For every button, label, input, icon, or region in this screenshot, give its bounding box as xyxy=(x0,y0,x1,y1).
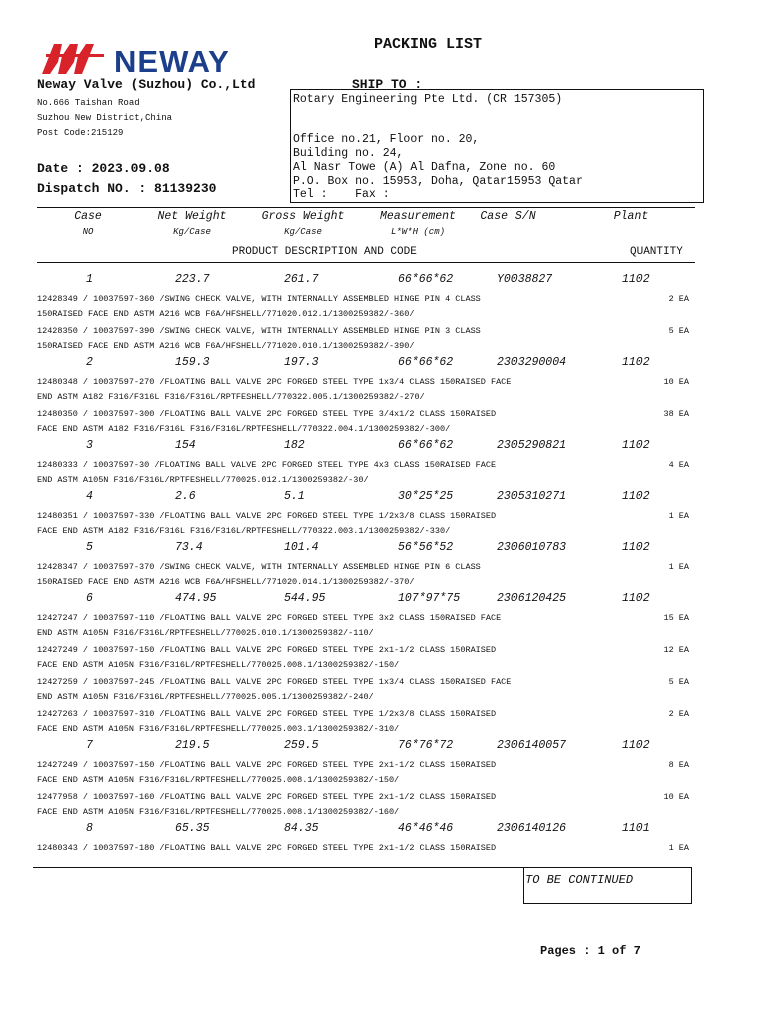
sender-company: Neway Valve (Suzhou) Co.,Ltd xyxy=(37,77,256,92)
item-description: 150RAISED FACE END ASTM A216 WCB F6A/HFSHELL/771020.012.1/1300259382/-360/ xyxy=(37,309,415,319)
col-header-measurement: Measurement xyxy=(380,210,456,223)
neway-logo-mark xyxy=(40,40,110,76)
line-item xyxy=(37,841,697,856)
measurement: 76*76*72 xyxy=(398,739,454,752)
ship-to-line: Rotary Engineering Pte Ltd. (CR 157305) xyxy=(293,93,563,106)
measurement: 56*56*52 xyxy=(398,541,454,554)
case-row xyxy=(0,273,768,287)
ship-to-contact: Tel : Fax : xyxy=(293,188,390,201)
gross-weight: 101.4 xyxy=(284,541,319,554)
plant-code: 1102 xyxy=(622,592,650,605)
item-description: 150RAISED FACE END ASTM A216 WCB F6A/HFSHELL/771020.014.1/1300259382/-370/ xyxy=(37,577,415,587)
measurement: 46*46*46 xyxy=(398,822,454,835)
case-sn: 2303290004 xyxy=(497,356,567,369)
case-row xyxy=(0,739,768,753)
item-quantity: 10 EA xyxy=(663,792,689,802)
line-item xyxy=(37,790,697,820)
measurement: 66*66*62 xyxy=(398,439,454,452)
net-weight: 474.95 xyxy=(175,592,217,605)
item-description: END ASTM A105N F316/F316L/RPTFESHELL/770025.005.1/1300259382/-240/ xyxy=(37,692,374,702)
item-description: END ASTM A105N F316/F316L/RPTFESHELL/770025.010.1/1300259382/-110/ xyxy=(37,628,374,638)
item-description: 12480351 / 10037597-330 /FLOATING BALL VALVE 2PC FORGED STEEL TYPE 1/2x3/8 CLASS 150RAISED xyxy=(37,511,497,521)
line-item xyxy=(37,707,697,737)
case-number: 8 xyxy=(86,822,93,835)
plant-code: 1102 xyxy=(622,439,650,452)
line-item xyxy=(37,292,697,322)
item-description: 12480348 / 10037597-270 /FLOATING BALL VALVE 2PC FORGED STEEL TYPE 1x3/4 CLASS 150RAISED FACE xyxy=(37,377,512,387)
col-header-product-description: PRODUCT DESCRIPTION AND CODE xyxy=(232,246,417,258)
line-item xyxy=(37,324,697,354)
item-description: FACE END ASTM A182 F316/F316L F316/F316L/RPTFESHELL/770322.004.1/1300259382/-300/ xyxy=(37,424,451,434)
document-title: PACKING LIST xyxy=(374,36,483,53)
line-item xyxy=(37,675,697,705)
neway-logo-text: NEWAY xyxy=(114,44,230,79)
case-sn: 2306140126 xyxy=(497,822,567,835)
gross-weight: 84.35 xyxy=(284,822,319,835)
item-quantity: 1 EA xyxy=(668,511,689,521)
item-quantity: 1 EA xyxy=(668,843,689,853)
gross-weight: 259.5 xyxy=(284,739,319,752)
item-quantity: 15 EA xyxy=(663,613,689,623)
ship-to-line: Al Nasr Towe (A) Al Dafna, Zone no. 60 xyxy=(293,161,556,174)
case-number: 1 xyxy=(86,273,93,286)
line-item xyxy=(37,458,697,488)
line-item xyxy=(37,560,697,590)
plant-code: 1102 xyxy=(622,739,650,752)
item-description: 12427247 / 10037597-110 /FLOATING BALL VALVE 2PC FORGED STEEL TYPE 3x2 CLASS 150RAISED FACE xyxy=(37,613,502,623)
item-quantity: 12 EA xyxy=(663,645,689,655)
case-sn: 2306140057 xyxy=(497,739,567,752)
item-description: 12428349 / 10037597-360 /SWING CHECK VALVE, WITH INTERNALLY ASSEMBLED HINGE PIN 4 CLASS xyxy=(37,294,481,304)
line-item xyxy=(37,758,697,788)
divider xyxy=(37,207,695,208)
item-description: 12427259 / 10037597-245 /FLOATING BALL VALVE 2PC FORGED STEEL TYPE 1x3/4 CLASS 150RAISED FACE xyxy=(37,677,512,687)
continued-label: TO BE CONTINUED xyxy=(525,873,634,887)
plant-code: 1102 xyxy=(622,541,650,554)
col-header-case: Case xyxy=(74,210,102,223)
item-quantity: 5 EA xyxy=(668,326,689,336)
plant-code: 1101 xyxy=(622,822,650,835)
case-number: 3 xyxy=(86,439,93,452)
net-weight: 73.4 xyxy=(175,541,203,554)
case-number: 7 xyxy=(86,739,93,752)
gross-weight: 5.1 xyxy=(284,490,305,503)
col-header-case-sub: NO xyxy=(82,227,94,237)
line-item xyxy=(37,407,697,437)
item-description: 12427249 / 10037597-150 /FLOATING BALL VALVE 2PC FORGED STEEL TYPE 2x1-1/2 CLASS 150RAISED xyxy=(37,760,497,770)
sender-address-line: No.666 Taishan Road xyxy=(37,98,140,108)
line-item xyxy=(37,509,697,539)
item-description: 12480343 / 10037597-180 /FLOATING BALL VALVE 2PC FORGED STEEL TYPE 2x1-1/2 CLASS 150RAISED xyxy=(37,843,497,853)
case-number: 4 xyxy=(86,490,93,503)
case-sn: 2305310271 xyxy=(497,490,567,503)
case-number: 2 xyxy=(86,356,93,369)
item-quantity: 38 EA xyxy=(663,409,689,419)
net-weight: 219.5 xyxy=(175,739,210,752)
ship-to-line: Office no.21, Floor no. 20, xyxy=(293,133,480,146)
net-weight: 159.3 xyxy=(175,356,210,369)
item-quantity: 8 EA xyxy=(668,760,689,770)
plant-code: 1102 xyxy=(622,273,650,286)
item-description: 150RAISED FACE END ASTM A216 WCB F6A/HFSHELL/771020.010.1/1300259382/-390/ xyxy=(37,341,415,351)
col-header-net-weight-unit: Kg/Case xyxy=(173,227,211,237)
item-description: END ASTM A105N F316/F316L/RPTFESHELL/770025.012.1/1300259382/-30/ xyxy=(37,475,369,485)
line-item xyxy=(37,375,697,405)
line-item xyxy=(37,643,697,673)
col-header-measurement-unit: L*W*H (cm) xyxy=(390,227,445,237)
col-header-quantity: QUANTITY xyxy=(630,246,683,258)
ship-to-label: SHIP TO : xyxy=(352,77,423,92)
case-row xyxy=(0,541,768,555)
case-row xyxy=(0,490,768,504)
gross-weight: 544.95 xyxy=(284,592,326,605)
item-quantity: 5 EA xyxy=(668,677,689,687)
item-description: 12428350 / 10037597-390 /SWING CHECK VALVE, WITH INTERNALLY ASSEMBLED HINGE PIN 3 CLASS xyxy=(37,326,481,336)
col-header-plant: Plant xyxy=(613,210,649,223)
gross-weight: 261.7 xyxy=(284,273,319,286)
item-quantity: 2 EA xyxy=(668,709,689,719)
case-number: 6 xyxy=(86,592,93,605)
case-row xyxy=(0,356,768,370)
item-description: FACE END ASTM A105N F316/F316L/RPTFESHELL/770025.008.1/1300259382/-160/ xyxy=(37,807,400,817)
item-quantity: 2 EA xyxy=(668,294,689,304)
col-header-case-sn: Case S/N xyxy=(480,210,536,223)
item-description: 12477958 / 10037597-160 /FLOATING BALL VALVE 2PC FORGED STEEL TYPE 2x1-1/2 CLASS 150RAISED xyxy=(37,792,497,802)
col-header-gross-weight: Gross Weight xyxy=(261,210,345,223)
item-quantity: 1 EA xyxy=(668,562,689,572)
item-description: FACE END ASTM A105N F316/F316L/RPTFESHELL/770025.008.1/1300259382/-150/ xyxy=(37,775,400,785)
plant-code: 1102 xyxy=(622,356,650,369)
net-weight: 65.35 xyxy=(175,822,210,835)
line-item xyxy=(37,611,697,641)
item-description: FACE END ASTM A105N F316/F316L/RPTFESHELL/770025.008.1/1300259382/-150/ xyxy=(37,660,400,670)
dispatch-number: Dispatch NO. : 81139230 xyxy=(37,181,217,196)
case-row xyxy=(0,592,768,606)
item-description: FACE END ASTM A182 F316/F316L F316/F316L/RPTFESHELL/770322.003.1/1300259382/-330/ xyxy=(37,526,451,536)
divider xyxy=(37,262,695,263)
col-header-gross-weight-unit: Kg/Case xyxy=(284,227,322,237)
col-header-net-weight: Net Weight xyxy=(157,210,227,223)
item-description: 12428347 / 10037597-370 /SWING CHECK VALVE, WITH INTERNALLY ASSEMBLED HINGE PIN 6 CLASS xyxy=(37,562,481,572)
case-number: 5 xyxy=(86,541,93,554)
item-description: 12480333 / 10037597-30 /FLOATING BALL VALVE 2PC FORGED STEEL TYPE 4x3 CLASS 150RAISED FACE xyxy=(37,460,497,470)
item-quantity: 10 EA xyxy=(663,377,689,387)
case-sn: 2306010783 xyxy=(497,541,567,554)
measurement: 30*25*25 xyxy=(398,490,454,503)
case-row xyxy=(0,822,768,836)
gross-weight: 197.3 xyxy=(284,356,319,369)
measurement: 66*66*62 xyxy=(398,356,454,369)
case-sn: 2305290821 xyxy=(497,439,567,452)
page-indicator: Pages : 1 of 7 xyxy=(540,944,641,958)
item-description: 12480350 / 10037597-300 /FLOATING BALL VALVE 2PC FORGED STEEL TYPE 3/4x1/2 CLASS 150RAISED xyxy=(37,409,497,419)
document-date: Date : 2023.09.08 xyxy=(37,161,170,176)
sender-address-line: Post Code:215129 xyxy=(37,128,124,138)
sender-address-line: Suzhou New District,China xyxy=(37,113,173,123)
ship-to-line: P.O. Box no. 15953, Doha, Qatar15953 Qatar xyxy=(293,175,583,188)
footer-divider xyxy=(33,867,523,868)
net-weight: 154 xyxy=(175,439,196,452)
measurement: 66*66*62 xyxy=(398,273,454,286)
net-weight: 223.7 xyxy=(175,273,210,286)
gross-weight: 182 xyxy=(284,439,305,452)
ship-to-line: Building no. 24, xyxy=(293,147,404,160)
measurement: 107*97*75 xyxy=(398,592,461,605)
item-description: FACE END ASTM A105N F316/F316L/RPTFESHELL/770025.003.1/1300259382/-310/ xyxy=(37,724,400,734)
case-sn: 2306120425 xyxy=(497,592,567,605)
item-description: 12427249 / 10037597-150 /FLOATING BALL VALVE 2PC FORGED STEEL TYPE 2x1-1/2 CLASS 150RAISED xyxy=(37,645,497,655)
case-row xyxy=(0,439,768,453)
net-weight: 2.6 xyxy=(175,490,196,503)
item-quantity: 4 EA xyxy=(668,460,689,470)
case-sn: Y0038827 xyxy=(497,273,553,286)
item-description: END ASTM A182 F316/F316L F316/F316L/RPTFESHELL/770322.005.1/1300259382/-270/ xyxy=(37,392,425,402)
item-description: 12427263 / 10037597-310 /FLOATING BALL VALVE 2PC FORGED STEEL TYPE 1/2x3/8 CLASS 150RAISED xyxy=(37,709,497,719)
plant-code: 1102 xyxy=(622,490,650,503)
